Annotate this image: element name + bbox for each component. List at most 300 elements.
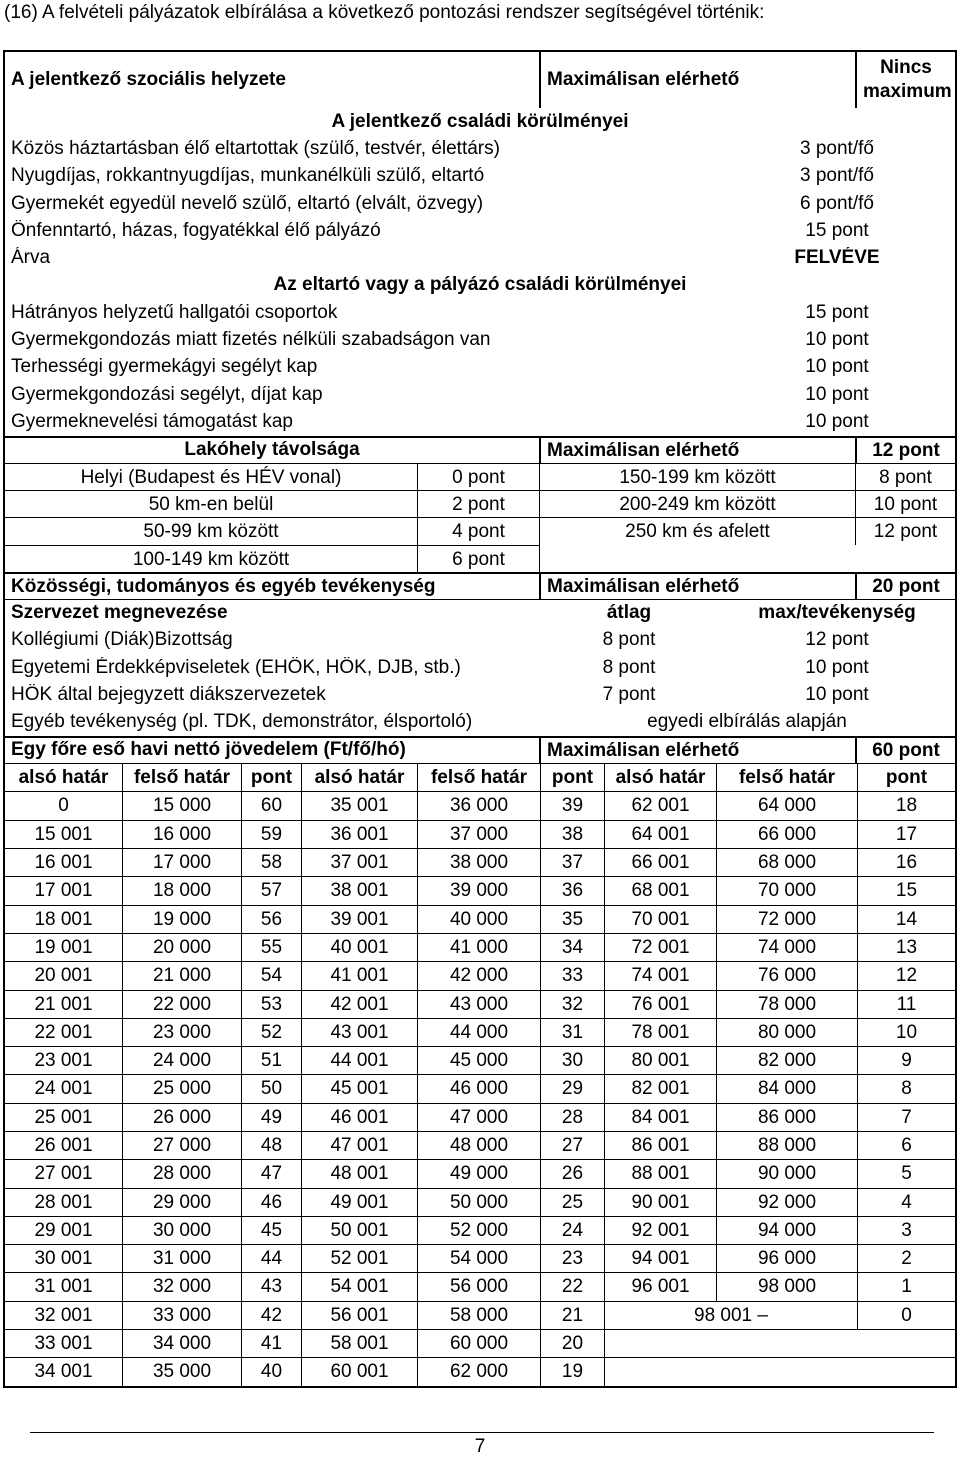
income-cell: 48 001 <box>301 1160 417 1187</box>
income-cell: 17 000 <box>122 849 241 876</box>
criteria-value: 3 pont/fő <box>800 137 874 159</box>
income-col-header: pont <box>540 764 604 791</box>
income-cell: 17 001 <box>34 880 93 902</box>
income-cell: 16 <box>857 849 955 876</box>
income-cell: 86 001 <box>604 1132 716 1159</box>
community-row <box>5 627 955 654</box>
income-cell: 41 001 <box>301 962 417 989</box>
criteria-row <box>5 408 955 435</box>
income-cell: 80 000 <box>716 1019 857 1046</box>
income-cell: 48 000 <box>417 1132 540 1159</box>
income-cell: 33 001 <box>34 1333 93 1355</box>
community-avg: 8 pont <box>602 629 656 651</box>
income-row <box>5 1301 955 1329</box>
criteria-label: Hátrányos helyzetű hallgatói csoportok <box>11 301 338 323</box>
income-cell: 48 <box>241 1132 301 1159</box>
income-cell: 94 001 <box>604 1245 716 1272</box>
income-cell: 9 <box>857 1047 955 1074</box>
footer-divider <box>30 1432 934 1433</box>
income-cell: 60 <box>241 792 301 819</box>
distance-points-a: 2 pont <box>417 490 539 517</box>
income-cell: 82 000 <box>716 1047 857 1074</box>
criteria-label: Terhességi gyermekágyi segélyt kap <box>11 356 318 378</box>
criteria-value: 15 pont <box>805 301 869 323</box>
income-cell <box>716 1330 857 1357</box>
income-cell: 17 <box>857 821 955 848</box>
income-cell: 0 <box>58 795 69 817</box>
income-cell: 88 000 <box>716 1132 857 1159</box>
distance-header-row <box>5 436 955 463</box>
income-cell: 50 000 <box>417 1189 540 1216</box>
income-col-header: felső határ <box>716 764 857 791</box>
income-cell: 58 001 <box>301 1330 417 1357</box>
income-cell: 62 000 <box>417 1358 540 1385</box>
income-cell: 24 001 <box>34 1078 93 1100</box>
income-cell: 13 <box>857 934 955 961</box>
income-cell: 46 000 <box>417 1075 540 1102</box>
distance-range-b: 200-249 km között <box>539 490 855 517</box>
income-cell: 51 <box>241 1047 301 1074</box>
income-cell: 10 <box>857 1019 955 1046</box>
scoring-table <box>3 50 957 1388</box>
income-cell: 21 000 <box>122 962 241 989</box>
income-cell: 32 <box>540 991 604 1018</box>
income-cell: 18 001 <box>34 908 93 930</box>
income-cell: 15 001 <box>34 823 93 845</box>
income-cell: 36 <box>540 877 604 904</box>
income-cell: 41 000 <box>417 934 540 961</box>
distance-range-b <box>539 545 855 572</box>
community-col-org: Szervezet megnevezése <box>11 602 228 624</box>
caretaker-list <box>5 299 955 435</box>
criteria-label: Önfenntartó, házas, fogyatékkal élő pályázó <box>11 219 381 241</box>
income-cell: 23 001 <box>34 1050 93 1072</box>
distance-list <box>5 463 955 572</box>
income-cell: 76 000 <box>716 962 857 989</box>
income-cell: 49 001 <box>301 1189 417 1216</box>
income-cell: 54 <box>241 962 301 989</box>
income-cell: 82 001 <box>604 1075 716 1102</box>
income-cell: 37 <box>540 849 604 876</box>
social-header-row <box>5 52 955 108</box>
income-cell: 34 000 <box>122 1330 241 1357</box>
income-row <box>5 848 955 876</box>
income-cell: 22 001 <box>34 1021 93 1043</box>
family-header: A jelentkező családi körülményei <box>331 110 629 132</box>
income-cell: 41 <box>241 1330 301 1357</box>
income-cell <box>857 1358 955 1385</box>
income-cell: 18 000 <box>122 877 241 904</box>
income-cell: 88 001 <box>604 1160 716 1187</box>
criteria-value: FELVÉVE <box>794 247 880 269</box>
income-cell: 11 <box>857 991 955 1018</box>
income-cell: 52 001 <box>301 1245 417 1272</box>
income-cell: 72 000 <box>716 906 857 933</box>
income-col-header: alsó határ <box>301 764 417 791</box>
income-cell: 47 <box>241 1160 301 1187</box>
community-header-row <box>5 572 955 599</box>
income-row <box>5 1188 955 1216</box>
income-cell: 16 000 <box>122 821 241 848</box>
income-max-value: 60 pont <box>855 737 955 764</box>
community-org: Egyetemi Érdekképviseletek (EHÖK, HÖK, DJB, stb.) <box>11 656 461 678</box>
income-cell: 20 000 <box>122 934 241 961</box>
income-row <box>5 1357 955 1385</box>
income-row <box>5 1018 955 1046</box>
income-cell: 92 000 <box>716 1189 857 1216</box>
income-cell: 36 000 <box>417 792 540 819</box>
income-cell: 90 001 <box>604 1189 716 1216</box>
distance-range-a: Helyi (Budapest és HÉV vonal) <box>5 463 417 490</box>
income-cell: 68 001 <box>604 877 716 904</box>
income-cell: 37 001 <box>301 849 417 876</box>
income-cell: 39 001 <box>301 906 417 933</box>
income-row <box>5 1131 955 1159</box>
income-row <box>5 876 955 904</box>
income-cell: 92 001 <box>604 1217 716 1244</box>
criteria-value: 10 pont <box>805 410 869 432</box>
distance-range-a: 50-99 km között <box>5 517 417 544</box>
income-cell: 28 <box>540 1104 604 1131</box>
income-cell: 30 <box>540 1047 604 1074</box>
income-col-header: felső határ <box>417 764 540 791</box>
income-cell: 55 <box>241 934 301 961</box>
income-cell: 38 000 <box>417 849 540 876</box>
income-cell: 42 <box>241 1302 301 1329</box>
income-cell: 19 <box>540 1358 604 1385</box>
criteria-row <box>5 163 955 190</box>
income-cell: 66 001 <box>604 849 716 876</box>
income-cell: 40 <box>241 1358 301 1385</box>
income-cell: 20 <box>540 1330 604 1357</box>
community-list <box>5 627 955 709</box>
income-cell: 47 001 <box>301 1132 417 1159</box>
criteria-label: Gyermekgondozási segélyt, díjat kap <box>11 383 323 405</box>
income-cell: 52 000 <box>417 1217 540 1244</box>
income-cell: 76 001 <box>604 991 716 1018</box>
income-cell: 5 <box>857 1160 955 1187</box>
income-cell: 64 000 <box>716 792 857 819</box>
income-cell: 54 001 <box>301 1273 417 1300</box>
income-cell: 8 <box>857 1075 955 1102</box>
income-col-header: felső határ <box>122 764 241 791</box>
community-col-header-row <box>5 599 955 626</box>
income-cell: 32 000 <box>122 1273 241 1300</box>
community-row <box>5 681 955 708</box>
income-cell: 34 001 <box>34 1361 93 1383</box>
income-row <box>5 1329 955 1357</box>
income-cell: 78 001 <box>604 1019 716 1046</box>
income-cell: 35 001 <box>301 792 417 819</box>
income-cell: 68 000 <box>716 849 857 876</box>
community-title: Közösségi, tudományos és egyéb tevékenység <box>11 575 436 597</box>
criteria-row <box>5 381 955 408</box>
community-max-label: Maximálisan elérhető <box>539 573 855 600</box>
income-cell: 39 <box>540 792 604 819</box>
community-other-org: Egyéb tevékenység (pl. TDK, demonstrátor, élsportoló) <box>11 711 473 733</box>
income-col-header-row <box>5 763 955 791</box>
income-row <box>5 1272 955 1300</box>
income-cell: 46 <box>241 1189 301 1216</box>
income-cell: 49 <box>241 1104 301 1131</box>
income-row <box>5 1216 955 1244</box>
community-org: HÖK által bejegyzett diákszervezetek <box>11 683 326 705</box>
income-cell: 80 001 <box>604 1047 716 1074</box>
income-cell: 28 000 <box>122 1160 241 1187</box>
criteria-row <box>5 190 955 217</box>
distance-points-a: 6 pont <box>417 545 539 572</box>
community-max: 12 pont <box>805 629 869 651</box>
income-title: Egy főre eső havi nettó jövedelem (Ft/fő/hó) <box>11 739 406 761</box>
income-row <box>5 1103 955 1131</box>
income-cell: 59 <box>241 821 301 848</box>
income-cell: 96 000 <box>716 1245 857 1272</box>
income-cell: 74 001 <box>604 962 716 989</box>
income-cell: 45 <box>241 1217 301 1244</box>
income-cell: 23 000 <box>122 1019 241 1046</box>
income-cell: 60 000 <box>417 1330 540 1357</box>
community-row <box>5 654 955 681</box>
income-cell: 64 001 <box>604 821 716 848</box>
income-cell: 44 001 <box>301 1047 417 1074</box>
income-cell: 43 <box>241 1273 301 1300</box>
income-cell: 39 000 <box>417 877 540 904</box>
criteria-row <box>5 217 955 244</box>
community-other-row <box>5 709 955 736</box>
distance-range-b: 250 km és afelett <box>539 517 855 544</box>
income-cell: 36 001 <box>301 821 417 848</box>
distance-range-b: 150-199 km között <box>539 463 855 490</box>
income-cell: 58 <box>241 849 301 876</box>
income-cell: 44 <box>241 1245 301 1272</box>
income-cell: 70 000 <box>716 877 857 904</box>
income-cell: 29 001 <box>34 1219 93 1241</box>
income-cell <box>604 1330 716 1357</box>
criteria-label: Árva <box>11 247 51 269</box>
income-cell: 0 <box>857 1302 955 1329</box>
distance-title: Lakóhely távolsága <box>184 439 360 461</box>
income-cell: 31 001 <box>34 1276 93 1298</box>
income-cell: 7 <box>857 1104 955 1131</box>
income-cell: 30 001 <box>34 1248 93 1270</box>
criteria-value: 3 pont/fő <box>800 165 874 187</box>
income-cell: 12 <box>857 962 955 989</box>
income-cell: 34 <box>540 934 604 961</box>
income-row <box>5 820 955 848</box>
income-cell: 54 000 <box>417 1245 540 1272</box>
distance-points-b: 12 pont <box>855 517 955 544</box>
income-cell: 42 000 <box>417 962 540 989</box>
distance-row <box>5 463 955 490</box>
income-cell: 27 001 <box>34 1163 93 1185</box>
income-cell: 86 000 <box>716 1104 857 1131</box>
income-cell: 74 000 <box>716 934 857 961</box>
income-cell: 32 001 <box>34 1304 93 1326</box>
income-cell: 29 000 <box>122 1189 241 1216</box>
income-cell: 22 000 <box>122 991 241 1018</box>
income-cell: 52 <box>241 1019 301 1046</box>
income-cell: 31 <box>540 1019 604 1046</box>
income-cell: 72 001 <box>604 934 716 961</box>
community-org: Kollégiumi (Diák)Bizottság <box>11 629 233 651</box>
income-cell: 26 000 <box>122 1104 241 1131</box>
criteria-value: 10 pont <box>805 356 869 378</box>
income-cell: 57 <box>241 877 301 904</box>
income-cell: 56 001 <box>301 1302 417 1329</box>
income-cell: 21 001 <box>34 993 93 1015</box>
income-cell: 42 001 <box>301 991 417 1018</box>
income-cell: 4 <box>857 1189 955 1216</box>
caretaker-header: Az eltartó vagy a pályázó családi körülményei <box>273 274 687 296</box>
income-header-row <box>5 736 955 763</box>
income-cell: 37 000 <box>417 821 540 848</box>
community-max: 10 pont <box>805 683 869 705</box>
community-avg: 8 pont <box>602 656 656 678</box>
distance-row <box>5 545 955 572</box>
income-cell: 90 000 <box>716 1160 857 1187</box>
income-cell: 29 <box>540 1075 604 1102</box>
income-row <box>5 1159 955 1187</box>
criteria-row <box>5 135 955 162</box>
income-cell: 21 <box>540 1302 604 1329</box>
income-cell: 43 000 <box>417 991 540 1018</box>
income-cell: 1 <box>857 1273 955 1300</box>
community-max-value: 20 pont <box>855 573 955 600</box>
distance-row <box>5 490 955 517</box>
income-cell: 22 <box>540 1273 604 1300</box>
community-max: 10 pont <box>805 656 869 678</box>
income-cell: 94 000 <box>716 1217 857 1244</box>
income-cell: 96 001 <box>604 1273 716 1300</box>
income-cell: 45 001 <box>301 1075 417 1102</box>
community-col-max: max/tevékenység <box>758 602 916 624</box>
criteria-label: Gyermeknevelési támogatást kap <box>11 410 293 432</box>
income-cell: 50 001 <box>301 1217 417 1244</box>
social-title: A jelentkező szociális helyzete <box>11 69 286 90</box>
distance-points-b: 10 pont <box>855 490 955 517</box>
income-cell: 19 001 <box>34 936 93 958</box>
criteria-label: Gyermekét egyedül nevelő szülő, eltartó (elvált, özvegy) <box>11 192 484 214</box>
income-cell: 31 000 <box>122 1245 241 1272</box>
income-cell: 56 <box>241 906 301 933</box>
income-cell: 70 001 <box>604 906 716 933</box>
income-cell: 78 000 <box>716 991 857 1018</box>
social-max-label: Maximálisan elérhető <box>539 52 855 108</box>
income-cell: 62 001 <box>604 792 716 819</box>
criteria-value: 6 pont/fő <box>800 192 874 214</box>
income-cell: 84 001 <box>604 1104 716 1131</box>
income-cell: 35 <box>540 906 604 933</box>
distance-points-a: 0 pont <box>417 463 539 490</box>
criteria-row <box>5 354 955 381</box>
income-cell: 46 001 <box>301 1104 417 1131</box>
criteria-value: 15 pont <box>805 219 869 241</box>
income-row <box>5 1074 955 1102</box>
income-cell: 43 001 <box>301 1019 417 1046</box>
income-cell: 56 000 <box>417 1273 540 1300</box>
income-cell: 25 000 <box>122 1075 241 1102</box>
income-cell: 23 <box>540 1245 604 1272</box>
distance-row <box>5 517 955 544</box>
income-max-label: Maximálisan elérhető <box>539 737 855 764</box>
criteria-value: 10 pont <box>805 329 869 351</box>
income-cell: 53 <box>241 991 301 1018</box>
income-cell: 2 <box>857 1245 955 1272</box>
family-list <box>5 135 955 271</box>
income-cell: 47 000 <box>417 1104 540 1131</box>
income-cell: 49 000 <box>417 1160 540 1187</box>
community-col-avg: átlag <box>606 602 652 624</box>
distance-points-b <box>855 545 955 572</box>
income-col-header: alsó határ <box>18 767 109 789</box>
page-number: 7 <box>474 1436 486 1457</box>
criteria-row <box>5 244 955 271</box>
income-cell: 24 000 <box>122 1047 241 1074</box>
income-cell: 98 000 <box>716 1273 857 1300</box>
income-cell <box>716 1358 857 1385</box>
income-cell: 44 000 <box>417 1019 540 1046</box>
distance-max-value: 12 pont <box>855 437 955 464</box>
income-grid <box>5 763 955 1386</box>
distance-points-a: 4 pont <box>417 517 539 544</box>
income-cell: 20 001 <box>34 965 93 987</box>
income-cell: 15 000 <box>122 792 241 819</box>
income-cell: 50 <box>241 1075 301 1102</box>
distance-points-b: 8 pont <box>855 463 955 490</box>
income-cell <box>857 1330 955 1357</box>
community-avg: 7 pont <box>602 683 656 705</box>
criteria-label: Gyermekgondozás miatt fizetés nélküli szabadságon van <box>11 329 491 351</box>
income-cell: 3 <box>857 1217 955 1244</box>
criteria-value: 10 pont <box>805 383 869 405</box>
income-cell: 30 000 <box>122 1217 241 1244</box>
criteria-label: Nyugdíjas, rokkantnyugdíjas, munkanélküli szülő, eltartó <box>11 165 485 187</box>
income-cell: 84 000 <box>716 1075 857 1102</box>
income-cell: 66 000 <box>716 821 857 848</box>
income-cell: 26 001 <box>34 1134 93 1156</box>
income-row <box>5 961 955 989</box>
income-cell: 45 000 <box>417 1047 540 1074</box>
income-cell: 33 <box>540 962 604 989</box>
income-cell: 25 001 <box>34 1106 93 1128</box>
income-cell: 14 <box>857 906 955 933</box>
social-max-value: Nincs maximum <box>855 52 955 108</box>
income-col-header: pont <box>241 764 301 791</box>
income-row <box>5 933 955 961</box>
criteria-label: Közös háztartásban élő eltartottak (szülő, testvér, élettárs) <box>11 137 500 159</box>
income-row <box>5 1046 955 1074</box>
income-row <box>5 791 955 819</box>
income-cell: 27 000 <box>122 1132 241 1159</box>
intro-text: (16) A felvételi pályázatok elbírálása a következő pontozási rendszer segítségével történik: <box>4 2 765 23</box>
income-cell: 16 001 <box>34 852 93 874</box>
income-cell: 25 <box>540 1189 604 1216</box>
income-cell: 24 <box>540 1217 604 1244</box>
income-cell: 6 <box>857 1132 955 1159</box>
income-cell: 18 <box>857 792 955 819</box>
income-cell: 38 <box>540 821 604 848</box>
income-cell: 60 001 <box>301 1358 417 1385</box>
income-cell: 40 001 <box>301 934 417 961</box>
income-cell: 26 <box>540 1160 604 1187</box>
income-col-header: pont <box>857 764 955 791</box>
income-cell: 27 <box>540 1132 604 1159</box>
income-row <box>5 990 955 1018</box>
income-cell: 38 001 <box>301 877 417 904</box>
criteria-row <box>5 299 955 326</box>
distance-max-label: Maximálisan elérhető <box>539 437 855 464</box>
distance-range-a: 100-149 km között <box>5 545 417 572</box>
